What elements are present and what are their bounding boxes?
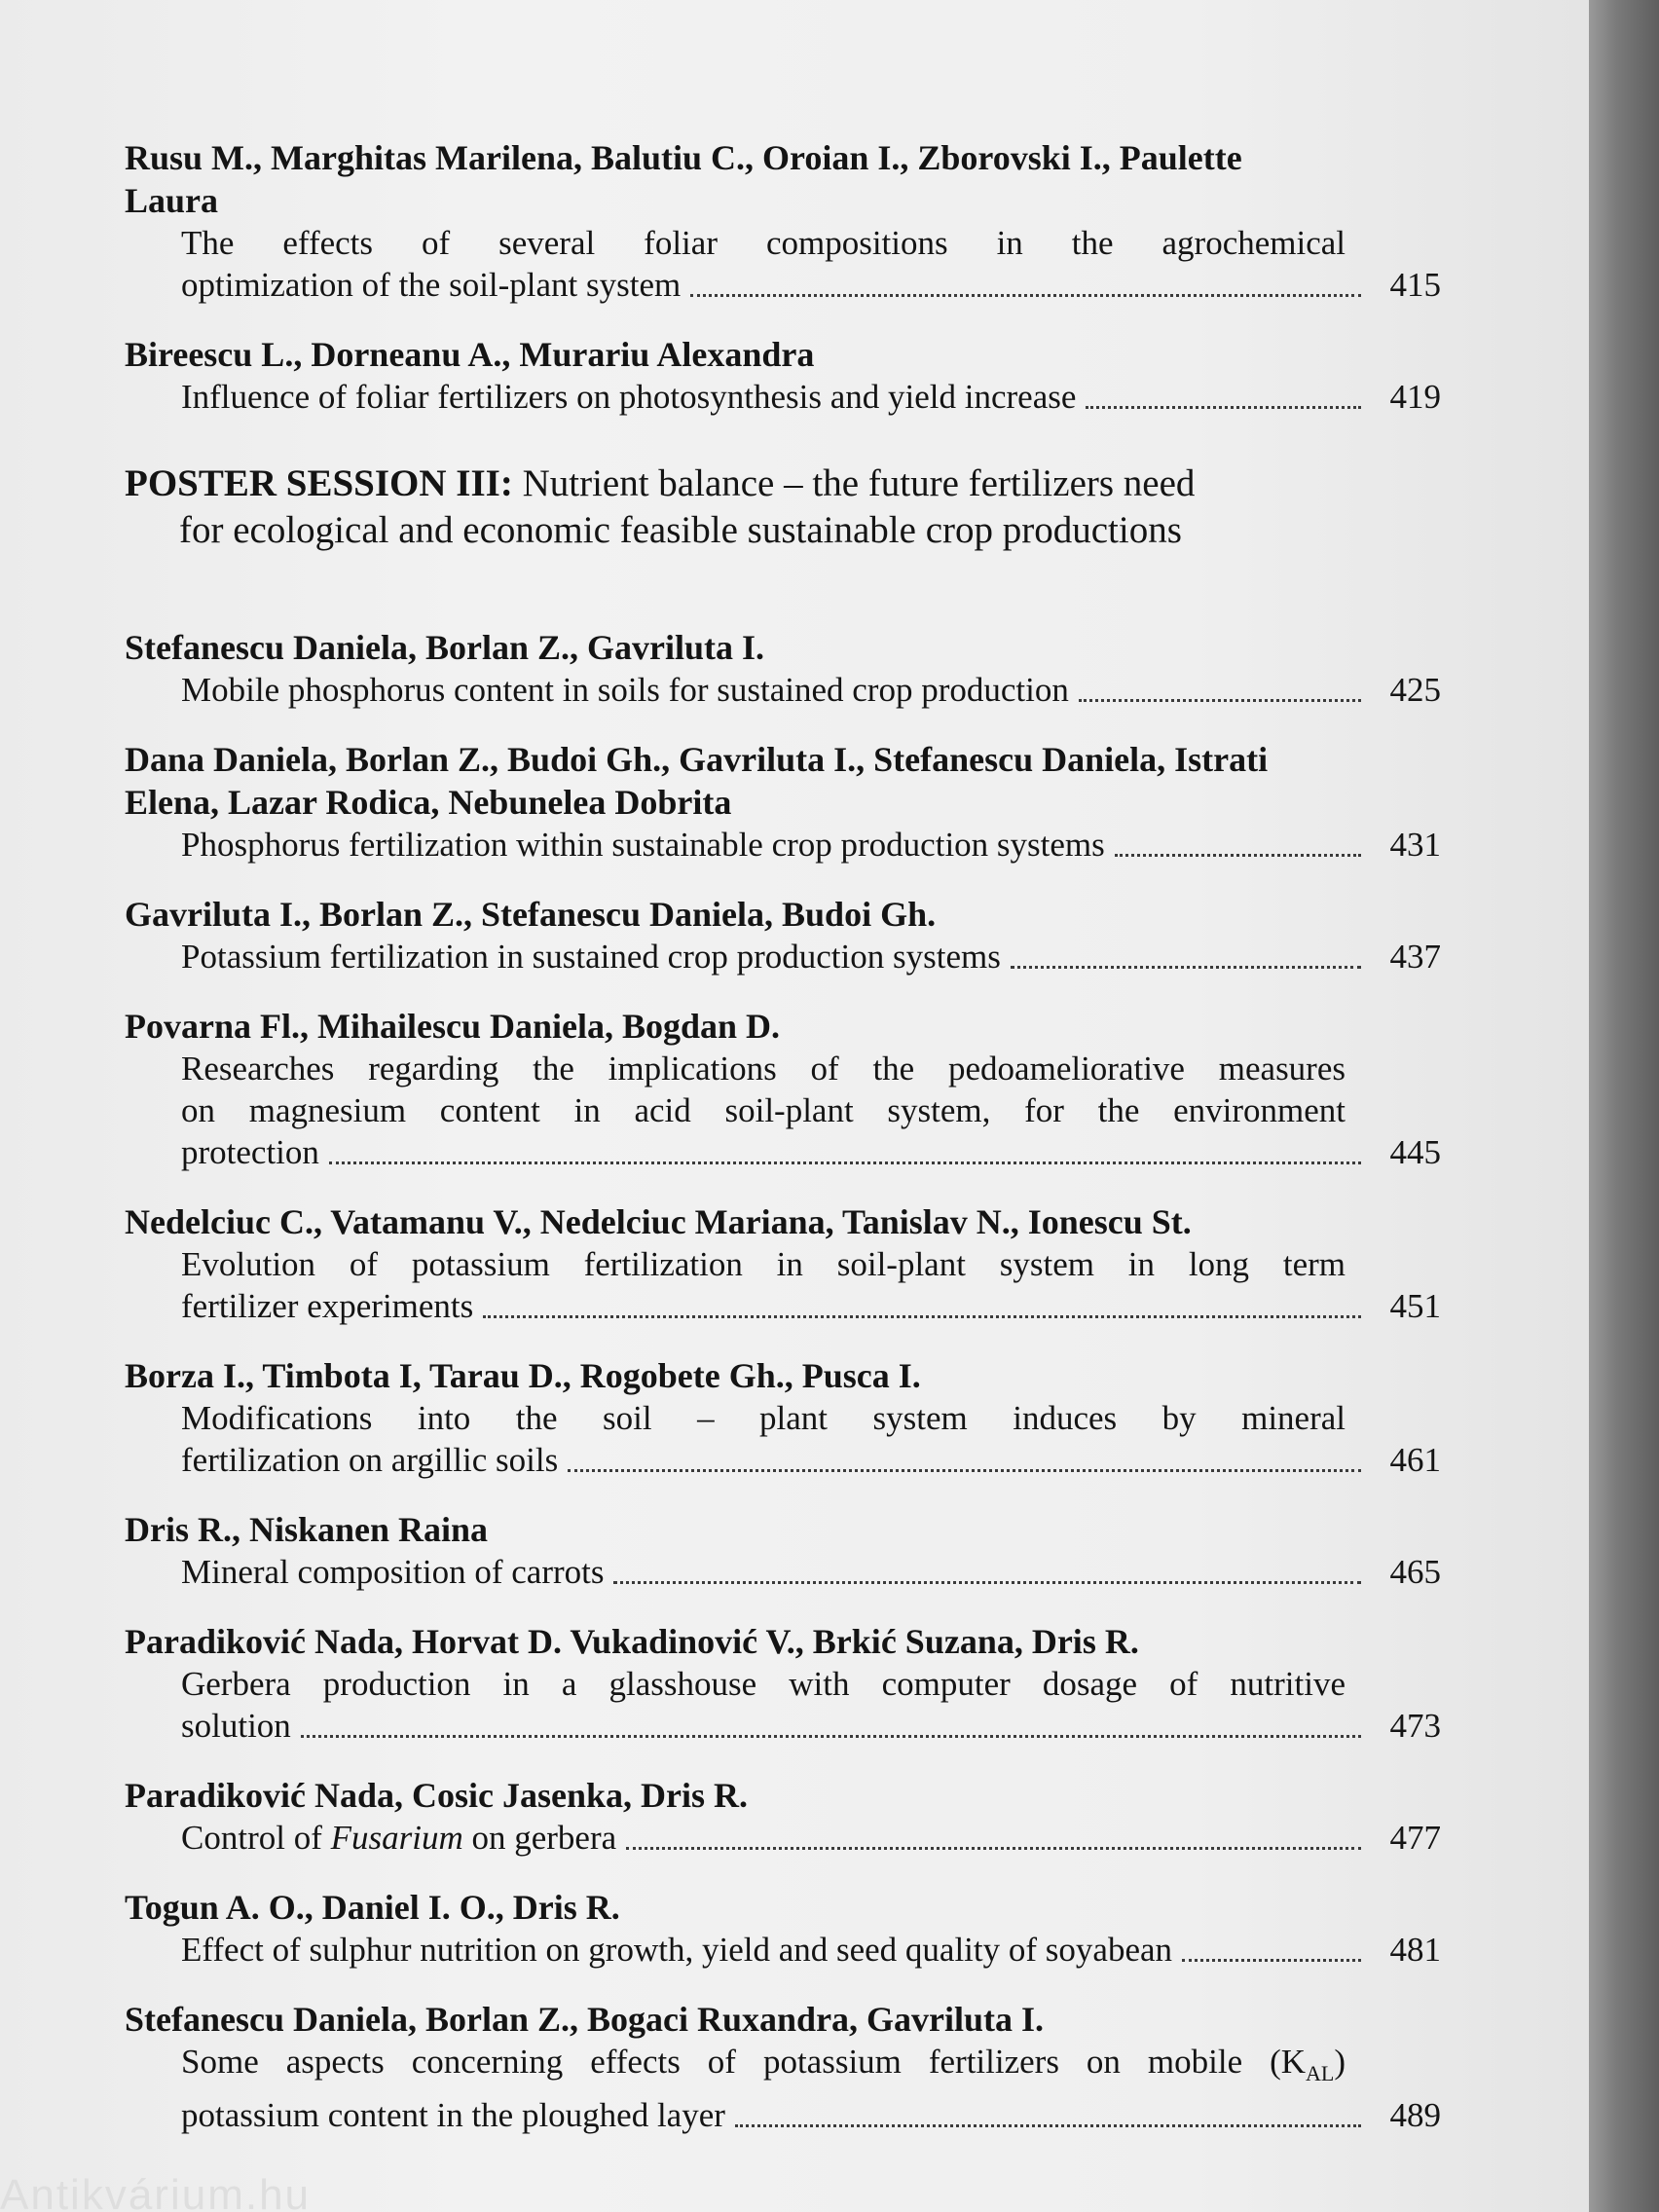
page-number: 425	[1389, 671, 1441, 709]
dot-leader	[329, 1161, 1361, 1164]
entry-title-text: Mobile phosphorus content in soils for sustained crop production	[181, 671, 1069, 709]
toc-entries-before-session	[125, 136, 1441, 418]
dot-leader	[568, 1469, 1361, 1472]
table-of-contents	[125, 136, 1441, 2163]
entry-title-block	[181, 1817, 1441, 1859]
entry-title-block	[181, 1397, 1441, 1481]
entry-authors: Dana Daniela, Borlan Z., Budoi Gh., Gavriluta I., Stefanescu Daniela, Istrati Elena, Lazar Rodica, Nebunelea Dobrita	[125, 740, 1269, 822]
entry-title-block	[181, 669, 1441, 711]
toc-entry	[125, 1620, 1441, 1747]
entry-authors: Rusu M., Marghitas Marilena, Balutiu C., Oroian I., Zborovski I., Paulette Laura	[125, 138, 1242, 220]
entry-title-block	[181, 1243, 1441, 1327]
toc-entry	[125, 893, 1441, 977]
dot-leader	[1115, 854, 1361, 857]
toc-entry	[125, 1774, 1441, 1859]
entry-title-block	[181, 2041, 1441, 2136]
entry-title-block	[181, 1663, 1441, 1747]
watermark-text: Antikvárium.hu	[0, 2171, 312, 2212]
entry-title-text: fertilization on argillic soils	[181, 1441, 559, 1479]
dot-leader	[483, 1315, 1361, 1318]
entry-title-text: Mineral composition of carrots	[181, 1553, 605, 1591]
dot-leader	[626, 1847, 1361, 1850]
toc-entry	[125, 1005, 1441, 1173]
entry-title-line: Gerbera production in a glasshouse with computer dosage of nutritive	[181, 1665, 1346, 1703]
entry-title-text: optimization of the soil-plant system	[181, 266, 682, 304]
toc-entry	[125, 1886, 1441, 1971]
dot-leader	[613, 1581, 1361, 1584]
entry-title-last-line	[181, 1705, 1441, 1747]
entry-title-last-line	[181, 376, 1441, 418]
entry-title-text: potassium content in the ploughed layer	[181, 2096, 725, 2134]
toc-entry	[125, 1200, 1441, 1327]
entry-title-block	[181, 222, 1441, 306]
toc-entry	[125, 1998, 1441, 2136]
entry-title-line: Evolution of potassium fertilization in soil-plant system in long term	[181, 1245, 1346, 1283]
page-number: 481	[1389, 1931, 1441, 1969]
session-title-line2: for ecological and economic feasible sustainable crop productions	[179, 509, 1182, 551]
page-number: 431	[1389, 826, 1441, 864]
page-number: 419	[1389, 378, 1441, 416]
page-number: 437	[1389, 938, 1441, 976]
entry-title-last-line	[181, 264, 1441, 306]
entry-title-line: Researches regarding the implications of the pedoameliorative measures	[181, 1050, 1346, 1088]
entry-title-text: solution	[181, 1707, 291, 1745]
entry-title-text: protection	[181, 1133, 319, 1171]
entry-title-last-line	[181, 1817, 1441, 1859]
entry-authors: Nedelciuc C., Vatamanu V., Nedelciuc Mariana, Tanislav N., Ionescu St.	[125, 1202, 1192, 1241]
entry-title-block	[181, 936, 1441, 977]
entry-authors: Povarna Fl., Mihailescu Daniela, Bogdan D.	[125, 1007, 781, 1046]
toc-entry	[125, 136, 1441, 306]
page-number: 477	[1389, 1819, 1441, 1857]
page-number: 415	[1389, 266, 1441, 304]
entry-authors: Stefanescu Daniela, Borlan Z., Bogaci Ruxandra, Gavriluta I.	[125, 2000, 1045, 2039]
entry-title-text: Influence of foliar fertilizers on photosynthesis and yield increase	[181, 378, 1077, 416]
entry-title-last-line	[181, 669, 1441, 711]
entry-title-block	[181, 824, 1441, 866]
dot-leader	[690, 294, 1361, 297]
entry-title-last-line	[181, 1551, 1441, 1593]
toc-entries-session	[125, 626, 1441, 2136]
dot-leader	[1182, 1959, 1361, 1962]
entry-title-block	[181, 1929, 1441, 1971]
entry-authors: Borza I., Timbota I, Tarau D., Rogobete Gh., Pusca I.	[125, 1356, 921, 1395]
toc-entry	[125, 1354, 1441, 1481]
entry-authors: Gavriluta I., Borlan Z., Stefanescu Daniela, Budoi Gh.	[125, 895, 937, 934]
toc-entry	[125, 1508, 1441, 1593]
entry-title-line: Some aspects concerning effects of potassium fertilizers on mobile $(K_{AL})$	[181, 2043, 1346, 2085]
entry-title-last-line	[181, 1929, 1441, 1971]
poster-session-heading	[125, 461, 1441, 554]
dot-leader	[301, 1735, 1361, 1738]
entry-authors: Togun A. O., Daniel I. O., Dris R.	[125, 1888, 620, 1927]
entry-authors: Dris R., Niskanen Raina	[125, 1510, 489, 1549]
entry-title-last-line	[181, 824, 1441, 866]
entry-authors: Bireescu L., Dorneanu A., Murariu Alexandra	[125, 335, 815, 374]
page-number: 451	[1389, 1287, 1441, 1325]
entry-title-line: on magnesium content in acid soil-plant system, for the environment	[181, 1091, 1346, 1129]
entry-title-block	[181, 376, 1441, 418]
entry-title-block	[181, 1048, 1441, 1173]
entry-title-last-line	[181, 2094, 1441, 2136]
entry-title-block	[181, 1551, 1441, 1593]
dot-leader	[1086, 406, 1361, 409]
entry-title-line: Modifications into the soil – plant system induces by mineral	[181, 1399, 1346, 1437]
entry-title-text: fertilizer experiments	[181, 1287, 474, 1325]
entry-title-line: The effects of several foliar compositions in the agrochemical	[181, 224, 1346, 262]
page-number: 489	[1389, 2096, 1441, 2134]
dot-leader	[735, 2124, 1361, 2127]
book-spine-edge	[1589, 0, 1659, 2212]
page-number: 473	[1389, 1707, 1441, 1745]
entry-authors: Stefanescu Daniela, Borlan Z., Gavriluta I.	[125, 628, 765, 667]
entry-title-text: Effect of sulphur nutrition on growth, yield and seed quality of soyabean	[181, 1931, 1173, 1969]
entry-title-last-line	[181, 1285, 1441, 1327]
entry-title-text: Phosphorus fertilization within sustainable crop production systems	[181, 826, 1105, 864]
entry-title-text: Potassium fertilization in sustained crop production systems	[181, 938, 1001, 976]
page-number: 465	[1389, 1553, 1441, 1591]
dot-leader	[1079, 699, 1361, 702]
page-number: 461	[1389, 1441, 1441, 1479]
page-number: 445	[1389, 1133, 1441, 1171]
entry-title-last-line	[181, 1131, 1441, 1173]
toc-entry	[125, 738, 1441, 866]
session-label: POSTER SESSION III:	[125, 462, 513, 504]
entry-authors: Paradiković Nada, Cosic Jasenka, Dris R.	[125, 1776, 749, 1815]
entry-title-last-line	[181, 936, 1441, 977]
toc-entry	[125, 333, 1441, 418]
entry-authors: Paradiković Nada, Horvat D. Vukadinović V., Brkić Suzana, Dris R.	[125, 1622, 1139, 1661]
toc-entry	[125, 626, 1441, 711]
entry-title-text: Control of Fusarium on gerbera	[181, 1819, 617, 1857]
session-title-line1: Nutrient balance – the future fertilizers need	[512, 462, 1196, 504]
entry-title-last-line	[181, 1439, 1441, 1481]
dot-leader	[1011, 966, 1361, 969]
